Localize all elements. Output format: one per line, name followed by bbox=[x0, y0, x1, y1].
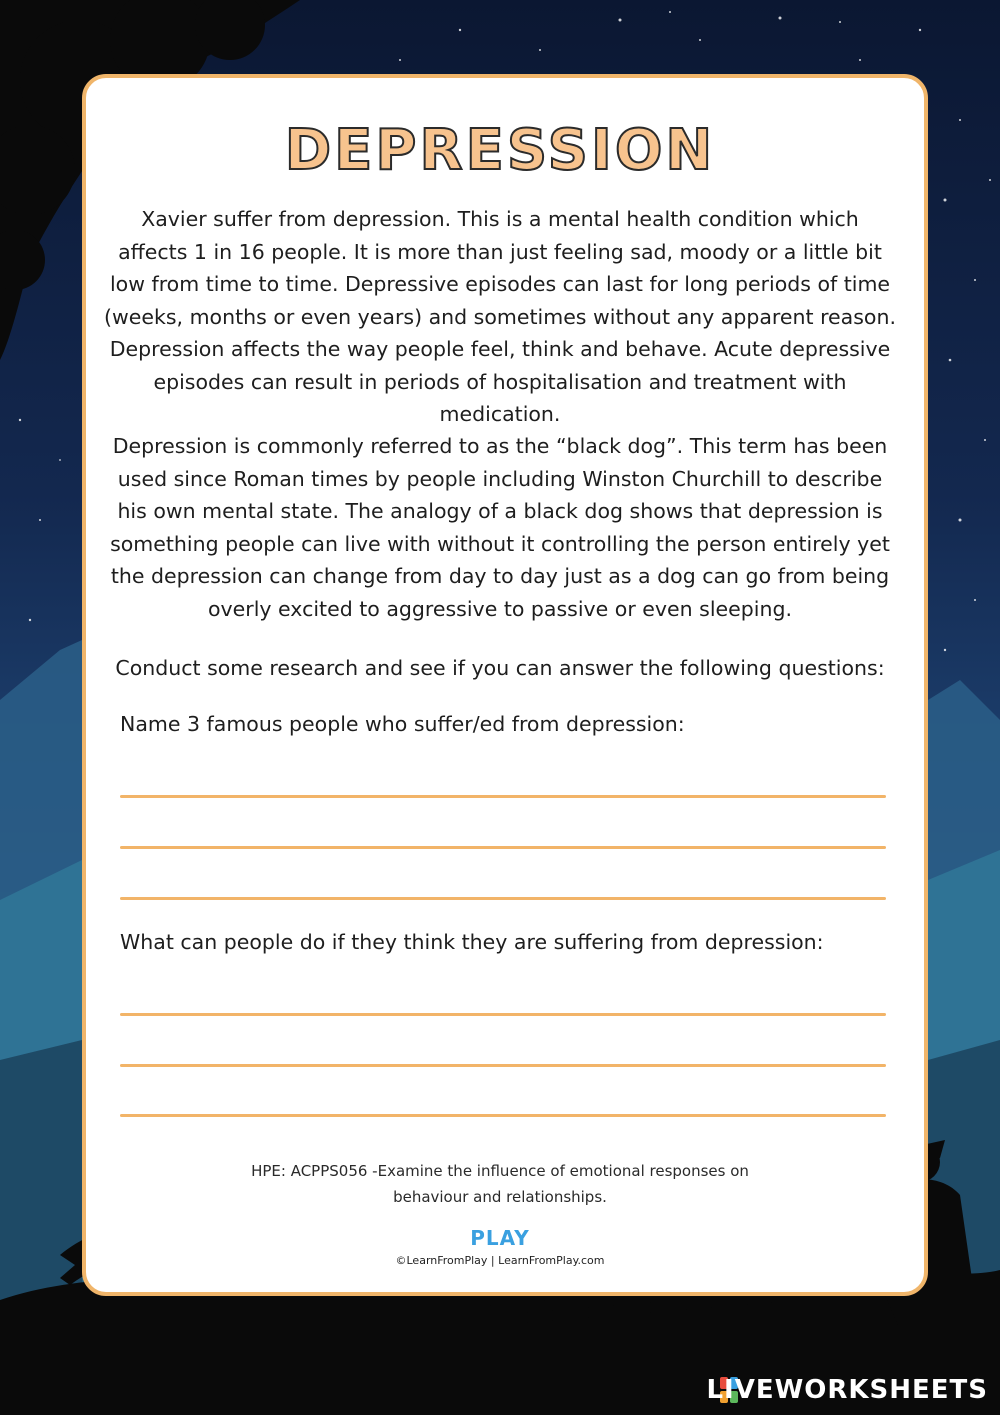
credit-text: ©LearnFromPlay | LearnFromPlay.com bbox=[395, 1254, 605, 1267]
logo-text: PLAY bbox=[470, 1226, 530, 1250]
footer-line-2: behaviour and relationships. bbox=[393, 1188, 607, 1206]
question-2: What can people do if they think they are suffering from depression: bbox=[120, 930, 824, 954]
intro-paragraph: Xavier suffer from depression. This is a mental health condition which affects 1 in 16 people. It is more than just feeling sad, moody or a little bit low from time to time. Depressive episodes can last for long periods of time (weeks, months or even years) and sometimes without any apparent reason. Depression affects the way people feel, think and behave. Acute depressive episodes can result in periods of hospitalisation and treatment with medication. bbox=[104, 207, 896, 426]
question-1: Name 3 famous people who suffer/ed from depression: bbox=[120, 712, 685, 736]
answer-line-1c[interactable] bbox=[120, 897, 886, 900]
black-dog-paragraph: Depression is commonly referred to as the “black dog”. This term has been used since Roman times by people including Winston Churchill to describe his own mental state. The analogy of a black dog shows that depression is something people can live with without it controlling the person entirely yet the depression can change from day to day just as a dog can go from being overly excited to aggressive to passive or even sleeping. bbox=[110, 434, 890, 621]
liveworksheets-brand[interactable]: LIVEWORKSHEETS bbox=[706, 1375, 988, 1405]
answer-line-2c[interactable] bbox=[120, 1114, 886, 1117]
answer-line-1a[interactable] bbox=[120, 795, 886, 798]
footer-line-1: HPE: ACPPS056 -Examine the influence of emotional responses on bbox=[251, 1162, 749, 1180]
answer-line-2b[interactable] bbox=[120, 1064, 886, 1067]
answer-line-1b[interactable] bbox=[120, 846, 886, 849]
instruction-text: Conduct some research and see if you can answer the following questions: bbox=[115, 656, 885, 680]
answer-line-2a[interactable] bbox=[120, 1013, 886, 1016]
curriculum-footer bbox=[200, 1158, 800, 1210]
page-title: DEPRESSION bbox=[284, 118, 716, 183]
learnfromplay-logo bbox=[460, 1226, 540, 1250]
